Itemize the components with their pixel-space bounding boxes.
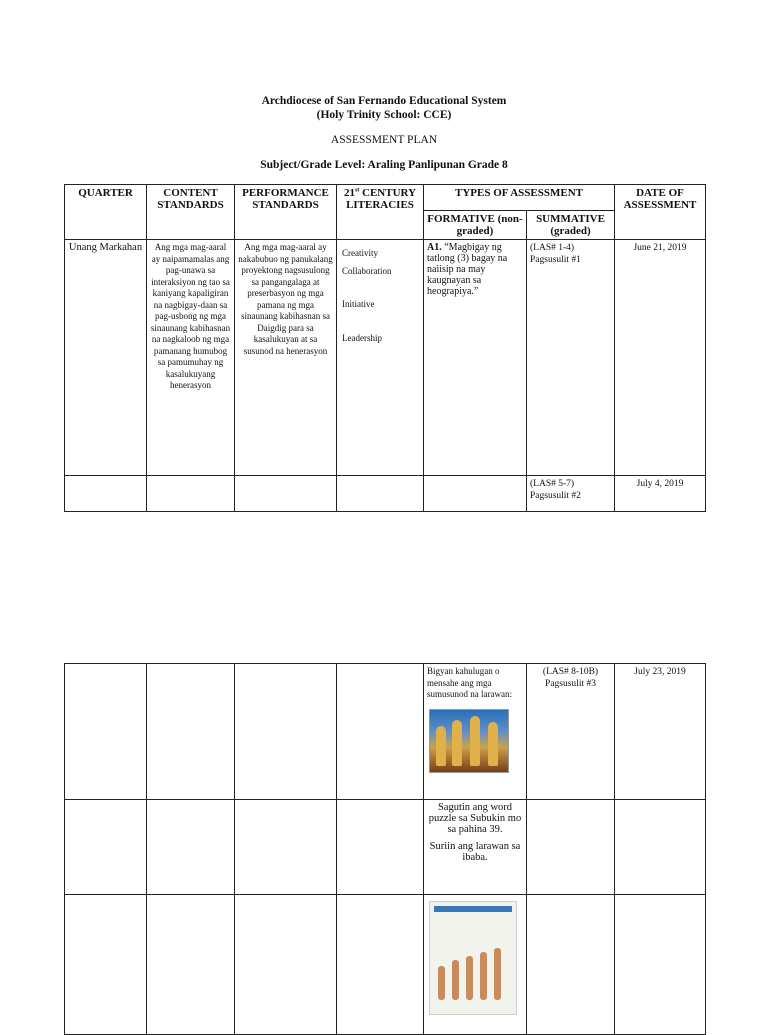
literacy-item: Leadership (342, 332, 382, 343)
header-date: DATE OF ASSESSMENT (615, 185, 706, 240)
literacies-cell (337, 240, 424, 476)
summative-cell: (LAS# 8-10B) Pagsusulit #3 (527, 664, 615, 800)
assessment-table-1 (64, 184, 706, 512)
quarter-cell: Unang Markahan (65, 240, 147, 476)
table-row (65, 895, 706, 1035)
century-rest: CENTURY LITERACIES (346, 187, 417, 211)
table-row (65, 240, 706, 476)
date-cell: June 21, 2019 (615, 240, 706, 476)
formative-text: “Magbigay ng tatlong (3) bagay na naiisip na may kaugnayan sa heograpiya.” (427, 242, 508, 297)
header-quarter: QUARTER (65, 185, 147, 240)
header-performance-standards: PERFORMANCE STANDARDS (235, 185, 337, 240)
subject-line: Subject/Grade Level: Araling Panlipunan Grade 8 (260, 159, 508, 171)
formative-text-b: Suriin ang larawan sa ibaba. (429, 841, 521, 863)
table-row (65, 800, 706, 895)
literacy-item: Creativity (342, 248, 378, 258)
century-num: 21 (343, 187, 355, 199)
century-sup: st (354, 187, 360, 194)
plan-title: ASSESSMENT PLAN (330, 134, 438, 146)
formative-text: Bigyan kahulugan o mensahe ang mga sumusunod na larawan: (427, 666, 512, 700)
header-content-standards: CONTENT STANDARDS (147, 185, 235, 240)
school-title: (Holy Trinity School: CCE) (316, 109, 452, 121)
formative-prefix: A1. (427, 242, 442, 253)
header-summative: SUMMATIVE (graded) (527, 211, 615, 240)
formative-cell (424, 664, 527, 800)
literacy-item: Collaboration (342, 265, 392, 276)
summative-cell: (LAS# 1-4) Pagsusulit #1 (527, 240, 615, 476)
formative-cell (424, 240, 527, 476)
header-types-of-assessment: TYPES OF ASSESSMENT (424, 185, 615, 211)
assessment-table-2 (64, 663, 706, 1035)
formative-cell (424, 895, 527, 1035)
date-cell: July 4, 2019 (615, 476, 706, 512)
org-title: Archdiocese of San Fernando Educational System (261, 95, 507, 107)
evolution-image (429, 901, 517, 1015)
formative-cell (424, 800, 527, 895)
performance-standards-cell: Ang mga mag-aaral ay nakabubuo ng panukalang proyektong nagsusulong sa pangangalaga at preserbasyon ng mga pamana ng mga sinaunang kabihasnan sa Daigdig para sa kasalukuyan at sa susunod na henerasyon (235, 240, 337, 476)
table-row (65, 476, 706, 512)
date-cell: July 23, 2019 (615, 664, 706, 800)
header-formative: FORMATIVE (non-graded) (424, 211, 527, 240)
table-row (65, 664, 706, 800)
content-standards-cell: Ang mga mag-aaral ay naipamamalas ang pag-unawa sa interaksiyon ng tao sa kaniyang kapaligiran na nagbigay-daan sa pag-usbong ng mga sinaunang kabihasnan na nagkaloob ng mga pamanang humubog sa pamumuhay ng kasalukuyang henerasyon (147, 240, 235, 476)
header-century-literacies (337, 185, 424, 240)
summative-cell: (LAS# 5-7) Pagsusulit #2 (527, 476, 615, 512)
formative-text-a: Sagutin ang word puzzle sa Subukin mo sa pahina 39. (428, 802, 522, 835)
dancers-image (429, 709, 509, 773)
literacy-item: Initiative (342, 299, 375, 310)
